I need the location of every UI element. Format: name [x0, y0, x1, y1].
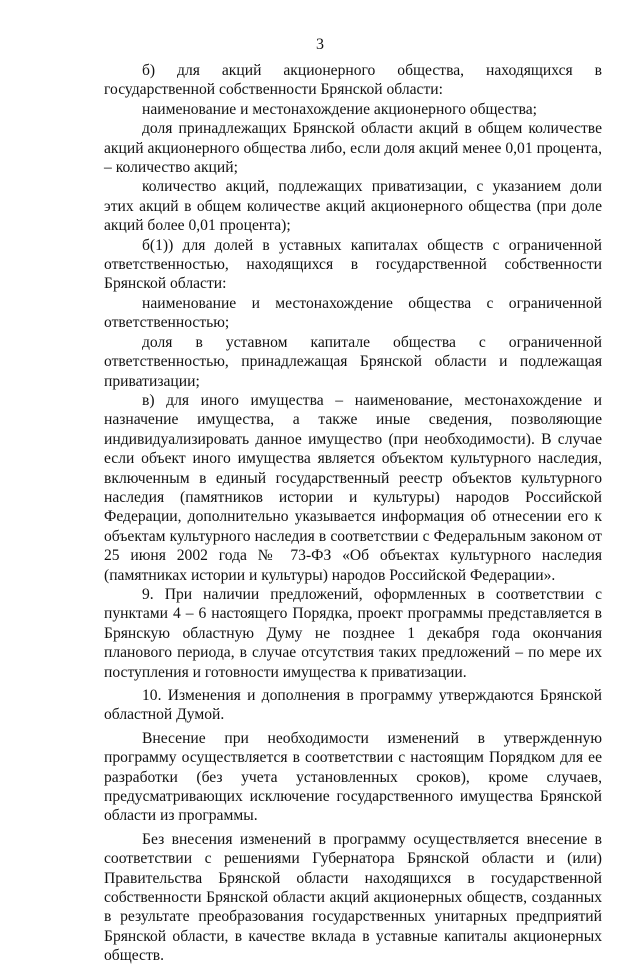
- paragraph-shares-for-privatization: количество акций, подлежащих приватизации, с указанием доли этих акций в общем количестве акций акционерного общества (при доле акций более 0,01 процента);: [104, 178, 602, 235]
- document-body: [104, 61, 602, 966]
- page-number: 3: [316, 36, 324, 53]
- paragraph-b-shares: б) для акций акционерного общества, находящихся в государственной собственности Брянской области:: [104, 62, 602, 99]
- paragraph-without-changes: Без внесения изменений в программу осуществляется внесение в соответствии с решениями Губернатора Брянской области и (или) Правительства Брянской области находящихся в государственной собственности Брянской области акций акционерных обществ, созданных в результате преобразования государственных унитарных предприятий Брянской области, в качестве вклада в уставные капиталы акционерных обществ.: [104, 830, 602, 965]
- paragraph-b1-llc-stakes: б(1)) для долей в уставных капиталах обществ с ограниченной ответственностью, находящихся в государственной собственности Брянской области:: [104, 236, 602, 293]
- paragraph-10-amendments: 10. Изменения и дополнения в программу утверждаются Брянской областной Думой.: [104, 687, 602, 724]
- paragraph-v-other-property: в) для иного имущества – наименование, местонахождение и назначение имущества, а также иные сведения, позволяющие индивидуализировать данное имущество (при необходимости). В случае если объект иного имущества является объектом культурного наследия, включенным в единый государственный реестр объектов культурного наследия (памятников истории и культуры) народов Российской Федерации, дополнительно указывается информация об отнесении его к объектам культурного наследия в соответствии с Федеральным законом от 25 июня 2002 года № 73-ФЗ «Об объектах культурного наследия (памятниках истории и культуры) народов Российской Федерации».: [104, 391, 602, 584]
- paragraph-changes-procedure: Внесение при необходимости изменений в утвержденную программу осуществляется в соответствии с настоящим Порядком для ее разработки (без учета установленных сроков), кроме случаев, предусматривающих исключение государственного имущества Брянской области из программы.: [104, 729, 602, 825]
- paragraph-llc-stake: доля в уставном капитале общества с ограниченной ответственностью, принадлежащая Брянской области и подлежащая приватизации;: [104, 333, 602, 390]
- paragraph-llc-name-location: наименование и местонахождение общества с ограниченной ответственностью;: [104, 294, 602, 332]
- paragraph-9-submission: 9. При наличии предложений, оформленных в соответствии с пунктами 4 – 6 настоящего Порядка, проект программы представляется в Брянскую областную Думу не позднее 1 декабря года окончания планового периода, в случае отсутствия таких предложений – по мере их поступления и готовности имущества к приватизации.: [104, 585, 602, 681]
- paragraph-share-fraction: доля принадлежащих Брянской области акций в общем количестве акций акционерного общества либо, если доля акций менее 0,01 процента, – количество акций;: [104, 120, 602, 177]
- paragraph-jsc-name-location: наименование и местонахождение акционерного общества;: [142, 100, 537, 118]
